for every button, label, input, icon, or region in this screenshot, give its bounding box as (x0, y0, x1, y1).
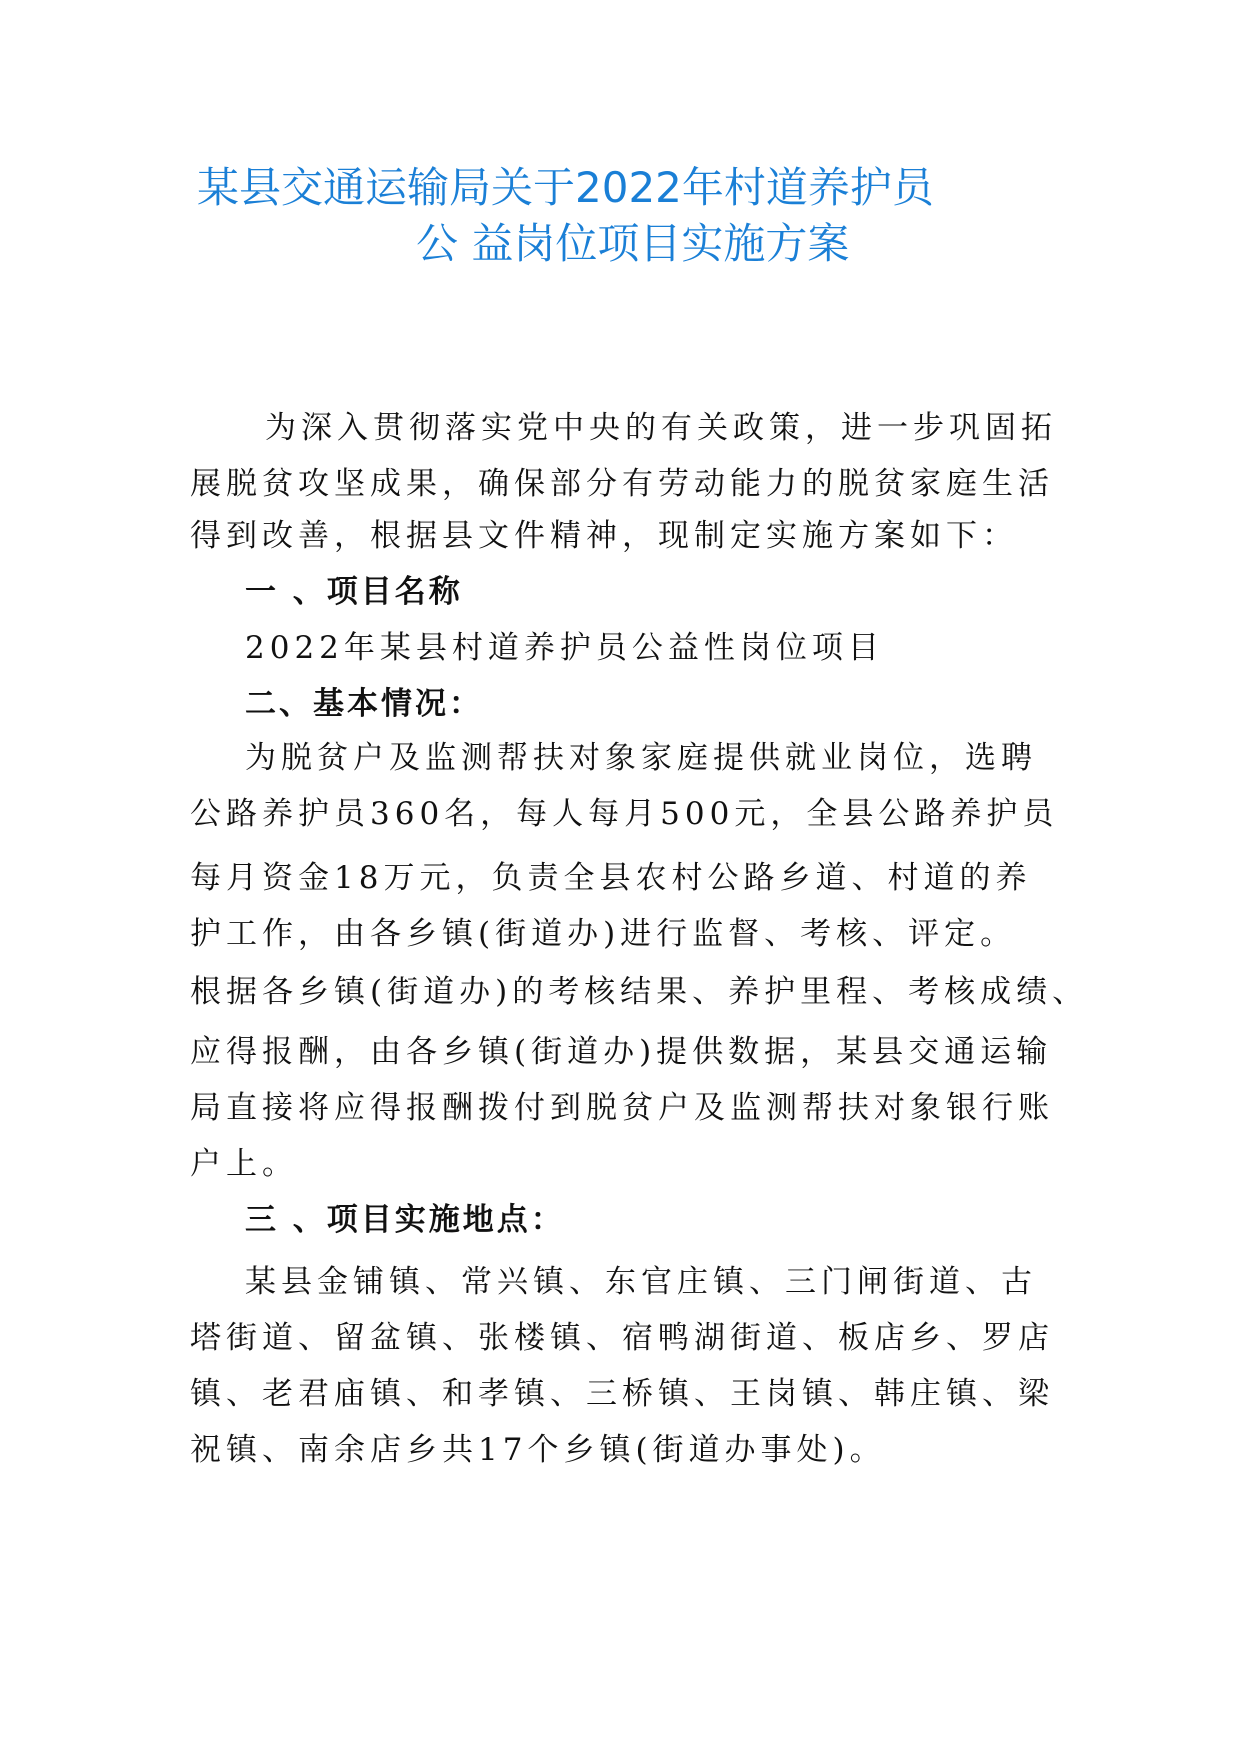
section-3-line-3: 镇、老君庙镇、和孝镇、三桥镇、王岗镇、韩庄镇、梁 (190, 1376, 1054, 1412)
section-3-line-2: 塔街道、留盆镇、张楼镇、宿鸭湖街道、板店乡、罗店 (190, 1320, 1054, 1356)
section-3-heading: 三 、项目实施地点： (245, 1202, 565, 1238)
section-2-line-3: 每月资金18万元，负责全县农村公路乡道、村道的养 (190, 860, 1032, 896)
document-title-line-1: 某县交通运输局关于2022年村道养护员 (197, 163, 934, 212)
section-2-line-8: 户上。 (190, 1146, 298, 1182)
section-2-line-7: 局直接将应得报酬拨付到脱贫户及监测帮扶对象银行账 (190, 1090, 1054, 1126)
section-1-heading: 一 、项目名称 (245, 574, 463, 610)
intro-line-1: 为深入贯彻落实党中央的有关政策，进一步巩固拓 (265, 410, 1057, 446)
intro-line-2: 展脱贫攻坚成果，确保部分有劳动能力的脱贫家庭生活 (190, 466, 1054, 502)
section-3-line-4: 祝镇、南余店乡共17个乡镇(街道办事处)。 (190, 1432, 886, 1468)
section-1-line-1: 2022年某县村道养护员公益性岗位项目 (245, 630, 884, 666)
section-2-line-1: 为脱贫户及监测帮扶对象家庭提供就业岗位，选聘 (245, 740, 1037, 776)
section-2-line-2: 公路养护员360名，每人每月500元，全县公路养护员 (190, 796, 1059, 832)
section-2-line-4: 护工作，由各乡镇(街道办)进行监督、考核、评定。 (190, 916, 1017, 952)
section-2-line-5: 根据各乡镇(街道办)的考核结果、养护里程、考核成绩、 (190, 974, 1089, 1010)
section-2-line-6: 应得报酬，由各乡镇(街道办)提供数据，某县交通运输 (190, 1034, 1053, 1070)
section-3-line-1: 某县金铺镇、常兴镇、东官庄镇、三门闸街道、古 (245, 1264, 1037, 1300)
document-title-line-2: 公 益岗位项目实施方案 (416, 219, 850, 268)
intro-line-3: 得到改善，根据县文件精神，现制定实施方案如下： (190, 518, 1018, 554)
section-2-heading: 二、基本情况： (245, 686, 483, 722)
